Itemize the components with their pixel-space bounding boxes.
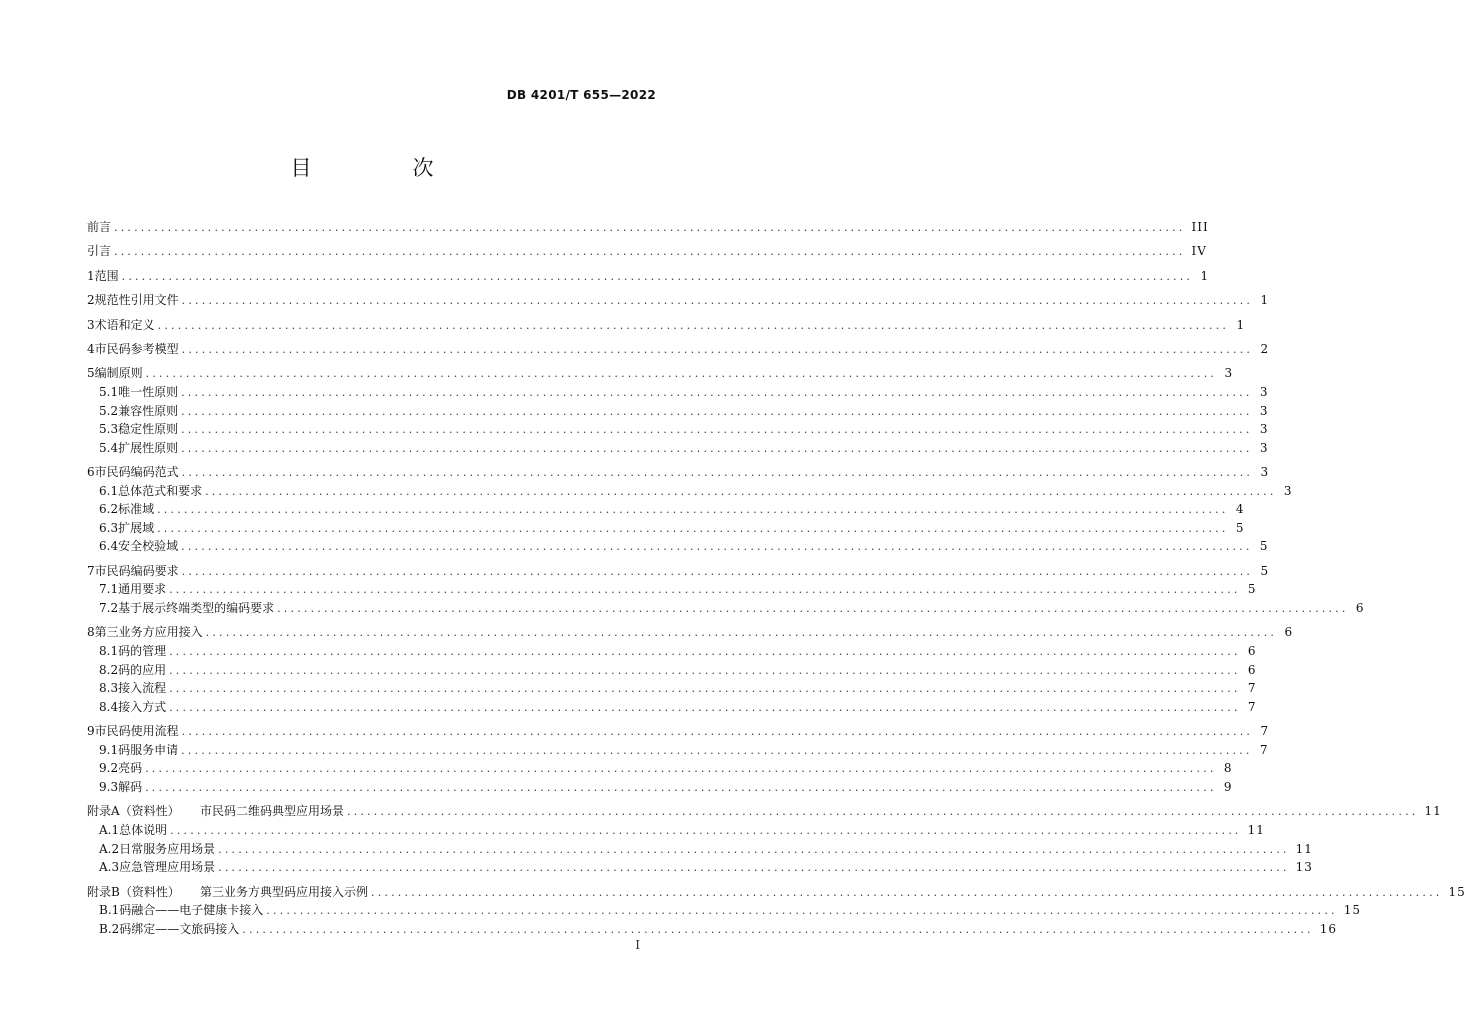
toc-entry-number: 3: [87, 317, 95, 332]
toc-entry-page: 6: [1247, 662, 1257, 677]
toc-entry-label: 前言: [87, 220, 112, 234]
toc-leader-dots: ................................................................................................................................................................: [114, 245, 1186, 259]
toc-entry[interactable]: [87, 420, 1269, 439]
toc-entry-page: 7: [1247, 699, 1257, 714]
toc-entry[interactable]: [87, 821, 1265, 840]
toc-entry-page: 6: [1247, 644, 1257, 659]
toc-leader-dots: ................................................................................................................................................................: [169, 682, 1241, 696]
toc-leader-dots: ................................................................................................................................................................: [218, 842, 1290, 856]
toc-entry-label: 基于展示终端类型的编码要求: [118, 601, 275, 616]
toc-leader-dots: ................................................................................................................................................................: [170, 823, 1242, 837]
toc-entry-label: 标准域: [118, 502, 155, 517]
toc-entry-label: 扩展性原则: [118, 440, 179, 455]
toc-leader-dots: ................................................................................................................................................................: [157, 521, 1229, 535]
toc-leader-dots: ................................................................................................................................................................: [266, 904, 1338, 918]
toc-leader-dots: ................................................................................................................................................................: [145, 762, 1217, 776]
toc-entry-page: IV: [1191, 244, 1207, 259]
toc-entry[interactable]: [87, 267, 1210, 286]
toc-entry-label: 码服务申请: [118, 742, 179, 757]
toc-entry[interactable]: [87, 562, 1270, 581]
toc-entry-page: 3: [1224, 366, 1234, 381]
toc-entry[interactable]: [87, 364, 1234, 383]
toc-leader-dots: ................................................................................................................................................................: [169, 700, 1241, 714]
toc-entry-number: B.1: [99, 903, 120, 918]
toc-entry-page: 3: [1260, 465, 1270, 480]
toc-entry[interactable]: [87, 218, 1209, 237]
toc-entry-page: 1: [1200, 268, 1210, 283]
toc-entry-number: 4: [87, 341, 95, 356]
toc-entry-label: 术语和定义: [94, 317, 155, 332]
toc-leader-dots: ................................................................................................................................................................: [347, 805, 1419, 819]
toc-entry-page: 8: [1223, 761, 1233, 776]
toc-entry-number: 6.4: [99, 539, 119, 554]
toc-entry-label: 规范性引用文件: [94, 293, 179, 308]
toc-leader-dots: ................................................................................................................................................................: [114, 221, 1186, 234]
toc-entry-number: 6.3: [99, 520, 119, 535]
toc-entry-label: 安全校验域: [118, 539, 179, 554]
toc-entry[interactable]: [87, 840, 1313, 859]
toc-entry-label: 范围: [94, 268, 119, 283]
toc-leader-dots: ................................................................................................................................................................: [205, 484, 1277, 498]
toc-entry-label: 总体说明: [119, 822, 168, 837]
toc-entry-number: 8: [87, 625, 95, 640]
toc-entry[interactable]: [87, 920, 1338, 939]
toc-entry[interactable]: [87, 741, 1269, 760]
toc-entry-label: 市民码编码要求: [94, 563, 179, 578]
toc-entry[interactable]: [87, 778, 1233, 797]
toc-entry-number: A.2: [99, 841, 120, 856]
toc-entry[interactable]: [87, 901, 1362, 920]
toc-leader-dots: ................................................................................................................................................................: [181, 725, 1254, 739]
toc-entry[interactable]: [87, 858, 1313, 877]
toc-leader-dots: ................................................................................................................................................................: [121, 269, 1194, 283]
toc-entry-label: 稳定性原则: [118, 422, 179, 437]
toc-entry-label: 亮码: [118, 761, 143, 776]
toc-entry[interactable]: [87, 291, 1270, 310]
toc-entry-label: 码的管理: [118, 644, 167, 659]
toc-entry-label: 解码: [118, 780, 143, 794]
toc-entry[interactable]: [87, 340, 1270, 359]
toc-entry[interactable]: [87, 482, 1293, 501]
toc-entry[interactable]: [87, 242, 1207, 261]
toc-entry-page: 11: [1424, 804, 1442, 819]
toc-entry-label: 接入流程: [118, 681, 167, 696]
toc-entry-number: A.3: [99, 860, 120, 875]
toc-leader-dots: ................................................................................................................................................................: [371, 885, 1443, 899]
toc-entry-number: 9: [87, 724, 95, 739]
toc-entry-page: 9: [1223, 780, 1233, 794]
toc-entry-page: 15: [1343, 903, 1362, 918]
toc-entry-number: 9.1: [99, 742, 119, 757]
toc-entry-label: 市民码二维码典型应用场景: [200, 804, 345, 819]
toc-entry-page: 5: [1260, 563, 1270, 578]
toc-entry-number: 8.4: [99, 699, 119, 714]
toc-entry-page: 3: [1259, 384, 1269, 399]
toc-entry[interactable]: [87, 623, 1294, 642]
toc-entry-page: III: [1191, 220, 1209, 234]
toc-entry-page: 11: [1247, 822, 1265, 837]
toc-entry[interactable]: [87, 439, 1269, 458]
toc-leader-dots: ................................................................................................................................................................: [169, 663, 1241, 677]
toc-leader-dots: ................................................................................................................................................................: [181, 423, 1253, 437]
toc-entry-number: 6.1: [99, 483, 119, 498]
toc-entry-number: 7: [87, 563, 95, 578]
toc-entry-label: 应急管理应用场景: [119, 860, 216, 875]
toc-entry-number: 8.1: [99, 644, 119, 659]
toc-leader-dots: ................................................................................................................................................................: [218, 861, 1290, 875]
toc-entry-label: 日常服务应用场景: [119, 841, 216, 856]
toc-entry-page: 11: [1295, 841, 1313, 856]
toc-entry-page: 3: [1259, 403, 1269, 418]
toc-leader-dots: ................................................................................................................................................................: [181, 466, 1254, 480]
toc-entry-number: A.1: [99, 822, 120, 837]
toc-entry-label: 码的应用: [118, 662, 167, 677]
toc-entry-page: 6: [1355, 601, 1365, 616]
toc-leader-dots: ................................................................................................................................................................: [145, 367, 1218, 381]
toc-entry-label: 码绑定——文旅码接入: [119, 921, 240, 936]
toc-entry-label: 编制原则: [94, 366, 143, 381]
toc-entry[interactable]: [87, 383, 1269, 402]
toc-leader-dots: ................................................................................................................................................................: [145, 781, 1217, 794]
toc-entry[interactable]: [87, 883, 1466, 902]
toc-entry[interactable]: [87, 580, 1257, 599]
toc-entry-number: 6.2: [99, 502, 119, 517]
toc-leader-dots: ................................................................................................................................................................: [181, 540, 1253, 554]
toc-entry-page: 2: [1260, 341, 1270, 356]
toc-entry-page: 3: [1283, 483, 1293, 498]
toc-entry[interactable]: [87, 698, 1257, 717]
toc-entry[interactable]: [87, 802, 1442, 821]
toc-entry-number: 8.2: [99, 662, 119, 677]
toc-entry[interactable]: [87, 722, 1270, 741]
page-number: I: [635, 938, 640, 952]
toc-entry-page: 6: [1284, 625, 1294, 640]
page-title: 目 次: [290, 156, 474, 180]
toc-entry-appendix-prefix: 附录B（资料性）: [87, 884, 180, 899]
toc-entry-label: 市民码使用流程: [94, 724, 179, 739]
toc-entry[interactable]: [87, 500, 1245, 519]
toc-entry-label: 市民码编码范式: [94, 465, 179, 480]
toc-entry-number: 7.1: [99, 582, 119, 597]
toc-entry[interactable]: [87, 759, 1233, 778]
toc-leader-dots: ................................................................................................................................................................: [181, 743, 1253, 757]
toc-entry[interactable]: [87, 537, 1269, 556]
toc-leader-dots: ................................................................................................................................................................: [181, 564, 1254, 578]
toc-entry-label: 兼容性原则: [118, 403, 179, 418]
toc-entry-page: 1: [1236, 317, 1246, 332]
toc-entry-page: 5: [1235, 520, 1245, 535]
toc-entry-label: 通用要求: [118, 582, 167, 597]
toc-leader-dots: ................................................................................................................................................................: [205, 626, 1278, 640]
toc-entry-page: 3: [1259, 422, 1269, 437]
toc-entry-number: 7.2: [99, 601, 119, 616]
toc-entry-page: 7: [1247, 681, 1257, 696]
toc-entry-page: 7: [1260, 724, 1270, 739]
toc-entry-number: 5.4: [99, 440, 119, 455]
toc-entry-label: 接入方式: [118, 699, 167, 714]
toc-entry-label: 市民码参考模型: [94, 341, 179, 356]
toc-entry[interactable]: [87, 679, 1257, 698]
toc-entry-page: 4: [1235, 502, 1245, 517]
toc-entry-number: 2: [87, 293, 95, 308]
standard-code: DB 4201/T 655—2022: [506, 88, 656, 102]
toc-leader-dots: ................................................................................................................................................................: [181, 404, 1253, 418]
toc-leader-dots: ................................................................................................................................................................: [181, 342, 1254, 356]
toc-entry[interactable]: [87, 316, 1246, 335]
toc-entry[interactable]: [87, 519, 1245, 538]
toc-leader-dots: ................................................................................................................................................................: [181, 294, 1254, 308]
toc-entry-label: 扩展域: [118, 520, 155, 535]
toc-entry-number: 1: [87, 268, 95, 283]
toc-entry-label: 第三业务方应用接入: [94, 625, 203, 640]
toc-entry-number: B.2: [99, 921, 120, 936]
toc-entry-number: 5.2: [99, 403, 119, 418]
toc-entry-label: 总体范式和要求: [118, 483, 203, 498]
toc-entry-appendix-prefix: 附录A（资料性）: [87, 804, 180, 819]
toc-leader-dots: ................................................................................................................................................................: [242, 922, 1314, 936]
toc-entry-label: 引言: [87, 244, 112, 259]
toc-entry[interactable]: [87, 402, 1269, 421]
table-of-contents: [87, 218, 1466, 938]
toc-leader-dots: ................................................................................................................................................................: [169, 645, 1241, 659]
toc-entry[interactable]: [87, 463, 1270, 482]
toc-entry-page: 13: [1295, 860, 1313, 875]
toc-leader-dots: ................................................................................................................................................................: [157, 503, 1229, 517]
toc-entry-label: 第三业务方典型码应用接入示例: [200, 884, 369, 899]
toc-entry-number: 9.2: [99, 761, 119, 776]
toc-entry-number: 5.1: [99, 384, 119, 399]
toc-leader-dots: ................................................................................................................................................................: [181, 441, 1253, 455]
toc-entry-page: 5: [1247, 582, 1257, 597]
toc-entry-page: 5: [1259, 539, 1269, 554]
toc-entry-page: 3: [1259, 440, 1269, 455]
toc-leader-dots: ................................................................................................................................................................: [181, 385, 1253, 399]
toc-entry-number: 5: [87, 366, 95, 381]
toc-entry[interactable]: [87, 642, 1257, 661]
toc-entry-page: 15: [1448, 884, 1466, 899]
toc-entry-page: 1: [1260, 293, 1270, 308]
toc-entry-number: 6: [87, 465, 95, 480]
toc-leader-dots: ................................................................................................................................................................: [277, 602, 1349, 616]
toc-leader-dots: ................................................................................................................................................................: [157, 318, 1230, 332]
toc-entry-number: 9.3: [99, 780, 119, 794]
toc-entry[interactable]: [87, 599, 1365, 618]
toc-leader-dots: ................................................................................................................................................................: [169, 583, 1241, 597]
toc-entry-label: 码融合——电子健康卡接入: [119, 903, 264, 918]
toc-entry-label: 唯一性原则: [118, 384, 179, 399]
toc-entry-number: 8.3: [99, 681, 119, 696]
toc-entry-page: 7: [1259, 742, 1269, 757]
toc-entry[interactable]: [87, 661, 1257, 680]
toc-entry-page: 16: [1319, 921, 1338, 936]
toc-entry-number: 5.3: [99, 422, 119, 437]
